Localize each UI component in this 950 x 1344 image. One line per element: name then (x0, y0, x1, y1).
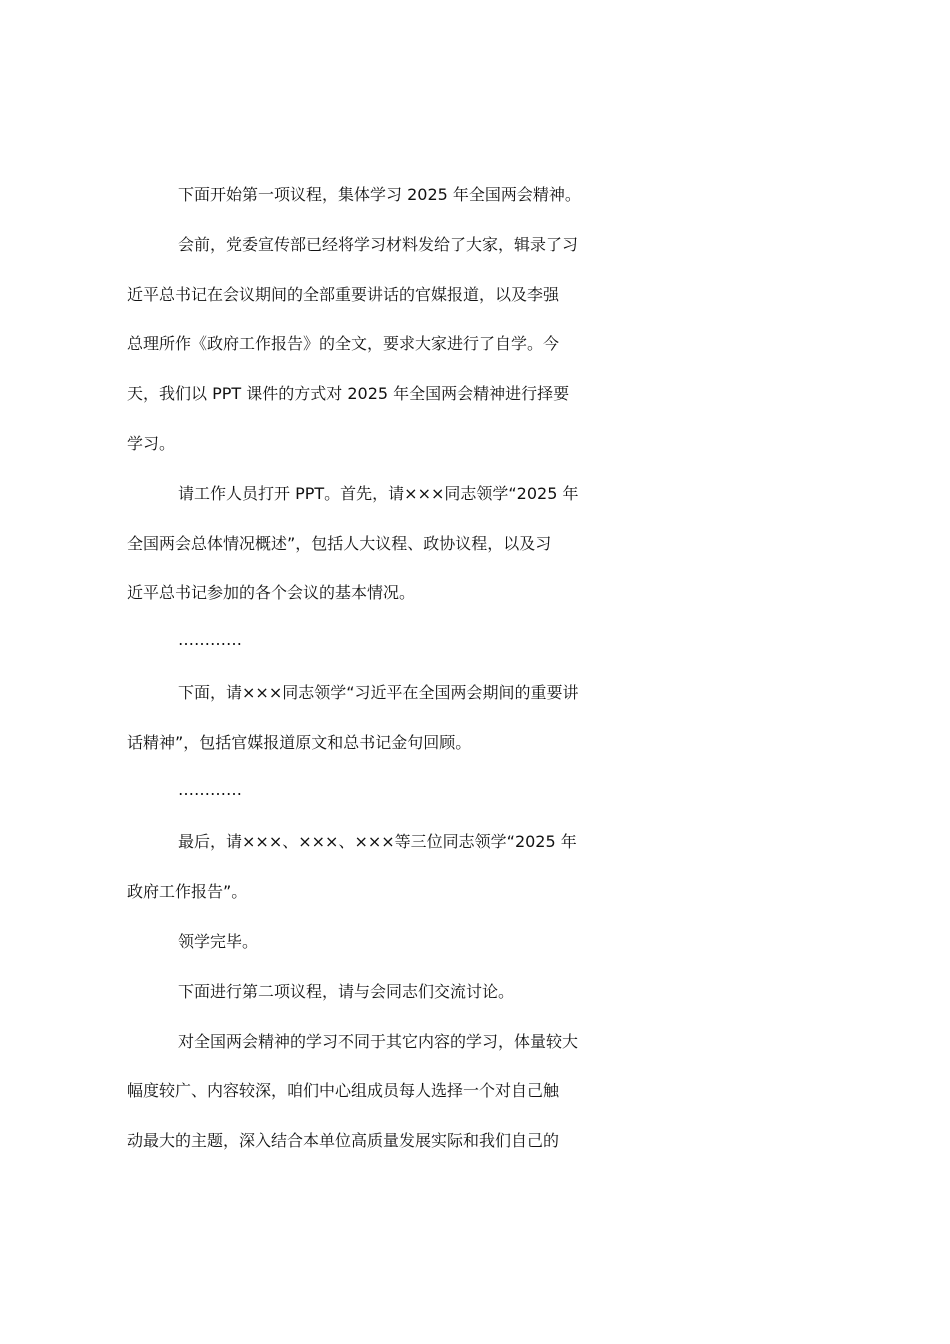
paragraph-line: 幅度较广、内容较深，咱们中心组成员每人选择一个对自己触 (127, 1081, 560, 1101)
paragraph-line: 全国两会总体情况概述”，包括人大议程、政协议程，以及习 (127, 533, 552, 553)
paragraph-line: 动最大的主题，深入结合本单位高质量发展实际和我们自己的 (127, 1131, 560, 1151)
paragraph-agenda-one (127, 182, 835, 232)
paragraph-line: 下面，请×××同志领学“习近平在全国两会期间的重要讲 (178, 682, 579, 702)
paragraph-discussion (127, 1029, 835, 1178)
paragraph-first-lead (127, 481, 835, 630)
paragraph-line: 对全国两会精神的学习不同于其它内容的学习，体量较大 (178, 1031, 579, 1051)
paragraph-line: 下面开始第一项议程，集体学习 2025 年全国两会精神。 (178, 185, 581, 204)
paragraph-line: 会前，党委宣传部已经将学习材料发给了大家，辑录了习 (178, 234, 579, 254)
paragraph-line: 话精神”，包括官媒报道原文和总书记金句回顾。 (127, 732, 472, 752)
paragraph-line: 近平总书记在会议期间的全部重要讲话的官媒报道，以及李强 (127, 284, 560, 304)
paragraph-line: 领学完毕。 (178, 931, 259, 951)
paragraph-line: 总理所作《政府工作报告》的全文，要求大家进行了自学。今 (127, 334, 560, 354)
paragraph-line: 请工作人员打开 PPT。首先，请×××同志领学“2025 年 (178, 483, 579, 503)
paragraph-line: 学习。 (127, 433, 176, 453)
paragraph-agenda-two (127, 979, 835, 1029)
paragraph-line: 天，我们以 PPT 课件的方式对 2025 年全国两会精神进行择要 (127, 384, 570, 404)
paragraph-line: 最后，请×××、×××、×××等三位同志领学“2025 年 (178, 832, 577, 852)
paragraph-ellipsis (127, 630, 835, 680)
ellipsis-line: ………… (178, 779, 242, 799)
document-body (127, 182, 835, 1178)
paragraph-preparation (127, 232, 835, 481)
ellipsis-line: ………… (178, 630, 242, 650)
paragraph-final-lead (127, 829, 835, 929)
paragraph-second-lead (127, 680, 835, 780)
paragraph-ellipsis (127, 780, 835, 830)
paragraph-line: 下面进行第二项议程，请与会同志们交流讨论。 (178, 981, 515, 1001)
paragraph-line: 政府工作报告”。 (127, 882, 248, 902)
paragraph-lead-complete (127, 929, 835, 979)
paragraph-line: 近平总书记参加的各个会议的基本情况。 (127, 583, 416, 603)
